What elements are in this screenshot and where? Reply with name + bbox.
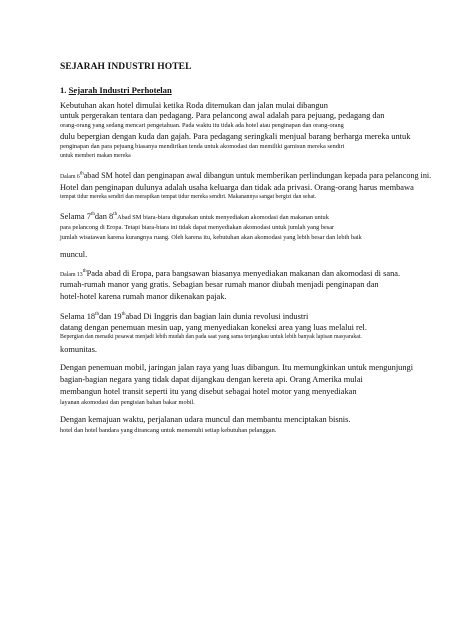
p2-line-2: Hotel dan penginapan dulunya adalah usaha keluarga dan tidak ada privasi. Orang-orang harus membawa bbox=[60, 183, 414, 192]
p3-sup-2: th bbox=[113, 212, 118, 218]
p5-line-4: komunitas. bbox=[60, 345, 97, 354]
p2-line-3: tempat tidur mereka sendiri dan merapikan tempat tidur mereka sendiri. Makanannya sangat bergizi dan sehat. bbox=[60, 194, 317, 200]
p6-line-2: bagian-bagian negara yang tidak dapat dijangkau dengan kereta api. Orang Amerika mulai bbox=[60, 375, 363, 384]
p5-sup-1: th bbox=[95, 312, 100, 318]
p3-sup-1: th bbox=[90, 212, 95, 218]
p7-line-2: hotel dan hotel bandara yang dirancang untuk memenuhi setiap kebutuhan pelanggan. bbox=[60, 427, 277, 434]
p3-line-3: jumlah wisatawan karena kurangnya ruang. Oleh karena itu, kebutuhan akan akomodasi yang lebih besar dan lebih baik bbox=[60, 234, 362, 241]
p2-line-1-rest: abad SM hotel dan penginapan awal dibangun untuk memberikan perlindungan kepada para pelancong ini. bbox=[83, 171, 432, 180]
section-heading-text: Sejarah Industri Perhotelan bbox=[68, 85, 172, 95]
p1-line-4: dulu bepergian dengan kuda dan gajah. Para pedagang seringkali menjual barang berharga mereka untuk bbox=[60, 132, 411, 141]
p5-line-1-rest: abad Di Inggris dan bagian lain dunia revolusi industri bbox=[125, 312, 309, 321]
p6-line-4: layanan akomodasi dan pengisian bahan bakar mobil. bbox=[60, 399, 195, 406]
p1-line-2: untuk pergerakan tentara dan pedagang. Para pelancong awal adalah para pejuang, pedagang dan bbox=[60, 111, 385, 120]
p3-lead: Selama 7 bbox=[60, 212, 91, 221]
p4-line-1 bbox=[60, 270, 400, 279]
p5-lead: Selama 18 bbox=[60, 312, 96, 321]
p1-line-3: orang-orang yang sedang mencari pengetahuan. Pada waktu itu tidak ada hotel atau penginapan dan orang-orang bbox=[60, 122, 344, 129]
p5-line-3: Bepergian dan menaiki pesawat menjadi lebih mudah dan pada saat yang sama terjangkau untuk lebih banyak lapisan masyarakat. bbox=[60, 334, 362, 340]
p3-line-1 bbox=[60, 213, 329, 221]
p2-lead: Dalam 6 bbox=[60, 174, 80, 180]
p4-line-3: hotel-hotel karena rumah manor dikenakan pajak. bbox=[60, 292, 227, 301]
p2-sup: th bbox=[79, 171, 84, 177]
p3-mid: dan 8 bbox=[94, 212, 114, 221]
document-title: SEJARAH INDUSTRI HOTEL bbox=[60, 62, 192, 72]
p6-line-3: membangun hotel transit seperti itu yang disebut sebagai hotel motor yang menyediakan bbox=[60, 387, 357, 396]
section-heading bbox=[60, 86, 172, 95]
p7-line-1: Dengan kemajuan waktu, perjalanan udara muncul dan membantu menciptakan bisnis. bbox=[60, 415, 351, 424]
p5-sup-2: th bbox=[121, 312, 126, 318]
p6-line-1: Dengan penemuan mobil, jaringan jalan raya yang luas dibangun. Itu memungkinkan untuk mengunjungi bbox=[60, 363, 414, 372]
p2-line-1 bbox=[60, 172, 431, 181]
p4-sup: th bbox=[82, 269, 87, 275]
p3-line-1-rest: Abad SM biara-biara digunakan untuk menyediakan akomodasi dan makanan untuk bbox=[117, 214, 329, 221]
p1-line-6: untuk memberi makan mereka bbox=[60, 153, 131, 159]
p4-lead: Dalam 13 bbox=[60, 272, 83, 278]
p3-line-4: muncul. bbox=[60, 250, 88, 259]
p1-line-1: Kebutuhan akan hotel dimulai ketika Roda ditemukan dan jalan mulai dibangun bbox=[60, 101, 328, 110]
p4-line-1-rest: Pada abad di Eropa, para bangsawan biasanya menyediakan makanan dan akomodasi di sana. bbox=[86, 269, 401, 278]
section-number: 1. bbox=[60, 85, 67, 95]
p5-line-2: datang dengan penemuan mesin uap, yang menyediakan koneksi area yang luas melalui rel. bbox=[60, 323, 367, 332]
p4-line-2: rumah-rumah manor yang gratis. Sebagian besar rumah manor diubah menjadi penginapan dan bbox=[60, 280, 379, 289]
p5-mid: dan 19 bbox=[99, 312, 122, 321]
p1-line-5: penginapan dan para pejuang biasanya mendirikan tenda untuk akomodasi dan memiliki garnisun mereka sendiri bbox=[60, 143, 345, 150]
p5-line-1 bbox=[60, 313, 308, 321]
p3-line-2: para pelancong di Eropa. Tetapi biara-biara ini tidak dapat menyediakan akomodasi untuk jumlah yang besar bbox=[60, 224, 335, 231]
